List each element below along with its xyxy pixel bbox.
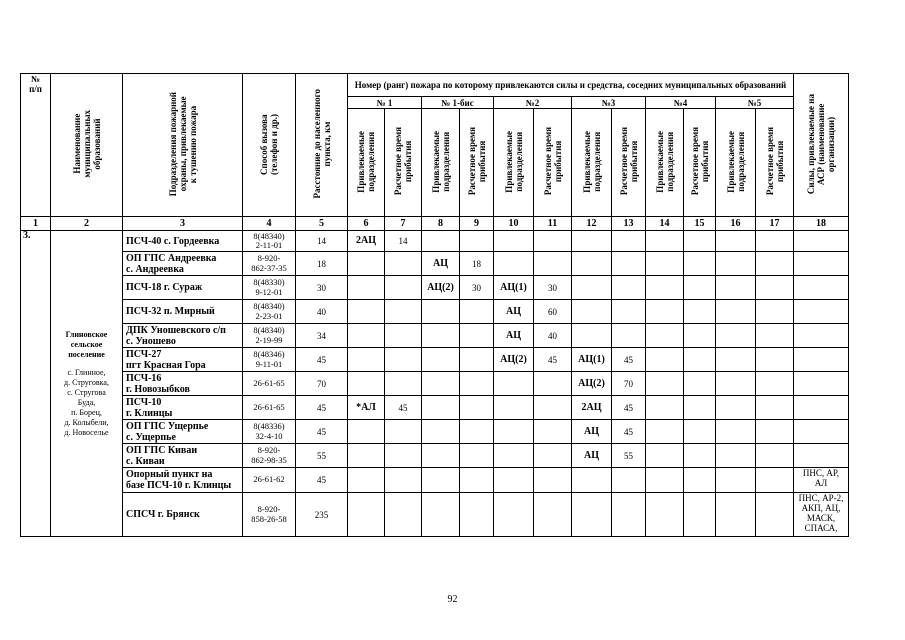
table-row: [21, 468, 849, 493]
column-number: 10: [494, 217, 534, 231]
arrival-time: [756, 276, 794, 300]
column-number: 4: [243, 217, 296, 231]
arrival-time: [385, 276, 422, 300]
call-phone: 26-61-65: [243, 372, 296, 396]
call-phone: 8-920- 858-26-58: [243, 493, 296, 537]
header-sub-units: Привлекаемые подразделения: [572, 109, 612, 217]
table-body: [21, 231, 849, 537]
arrival-time: [684, 276, 716, 300]
asr-forces: [794, 324, 849, 348]
table-row: [21, 231, 849, 252]
header-sub-time: Расчетное время прибытия: [385, 109, 422, 217]
arrival-time: [756, 252, 794, 276]
arrival-time: 14: [385, 231, 422, 252]
call-phone: 8-920- 862-98-35: [243, 444, 296, 468]
distance-km: 40: [296, 300, 348, 324]
arrival-time: 45: [385, 396, 422, 420]
assigned-units: [494, 444, 534, 468]
header-rank-1bis: № 1-бис: [422, 97, 494, 109]
arrival-time: [385, 420, 422, 444]
arrival-time: [684, 493, 716, 537]
table-row: [21, 444, 849, 468]
assigned-units: [572, 324, 612, 348]
assigned-units: [422, 324, 460, 348]
arrival-time: [684, 444, 716, 468]
call-phone: 8-920- 862-37-35: [243, 252, 296, 276]
arrival-time: [460, 348, 494, 372]
arrival-time: 30: [534, 276, 572, 300]
arrival-time: [460, 468, 494, 493]
arrival-time: [460, 324, 494, 348]
assigned-units: [494, 372, 534, 396]
assigned-units: *АЛ: [348, 396, 385, 420]
call-phone: 8(48346) 9-11-01: [243, 348, 296, 372]
unit-name: СПСЧ г. Брянск: [123, 493, 243, 537]
table-row: [21, 276, 849, 300]
arrival-time: [460, 420, 494, 444]
unit-name: ОП ГПС Андреевка с. Андреевка: [123, 252, 243, 276]
arrival-time: [756, 396, 794, 420]
assigned-units: АЦ(2): [422, 276, 460, 300]
arrival-time: [385, 300, 422, 324]
call-phone: 8(48330) 9-12-01: [243, 276, 296, 300]
table-row: [21, 300, 849, 324]
assigned-units: [572, 276, 612, 300]
assigned-units: [572, 231, 612, 252]
arrival-time: [684, 468, 716, 493]
assigned-units: [422, 444, 460, 468]
arrival-time: [756, 420, 794, 444]
arrival-time: [534, 420, 572, 444]
assigned-units: [646, 493, 684, 537]
assigned-units: [494, 396, 534, 420]
assigned-units: [716, 252, 756, 276]
arrival-time: [460, 396, 494, 420]
assigned-units: [716, 372, 756, 396]
column-number: 7: [385, 217, 422, 231]
arrival-time: 45: [612, 420, 646, 444]
column-number: 8: [422, 217, 460, 231]
header-municipality: Наименование муниципальных образований: [51, 74, 123, 217]
assigned-units: [422, 493, 460, 537]
assigned-units: [348, 276, 385, 300]
column-number-row: [21, 217, 849, 231]
arrival-time: 45: [534, 348, 572, 372]
arrival-time: [756, 493, 794, 537]
unit-name: ОП ГПС Киваи с. Киваи: [123, 444, 243, 468]
assigned-units: [716, 348, 756, 372]
assigned-units: [348, 420, 385, 444]
assigned-units: АЦ: [572, 444, 612, 468]
arrival-time: [385, 444, 422, 468]
assigned-units: [716, 420, 756, 444]
assigned-units: [716, 324, 756, 348]
column-number: 14: [646, 217, 684, 231]
municipality-cell: [51, 231, 123, 537]
assigned-units: [422, 468, 460, 493]
arrival-time: [534, 444, 572, 468]
arrival-time: [684, 420, 716, 444]
assigned-units: АЦ(1): [494, 276, 534, 300]
arrival-time: [534, 493, 572, 537]
arrival-time: [612, 324, 646, 348]
assigned-units: АЦ: [494, 324, 534, 348]
arrival-time: [534, 231, 572, 252]
header-sub-time: Расчетное время прибытия: [756, 109, 794, 217]
arrival-time: 60: [534, 300, 572, 324]
assigned-units: [716, 396, 756, 420]
arrival-time: [756, 324, 794, 348]
assigned-units: [716, 300, 756, 324]
unit-name: ПСЧ-40 с. Гордеевка: [123, 231, 243, 252]
arrival-time: [612, 468, 646, 493]
arrival-time: [684, 300, 716, 324]
assigned-units: [646, 348, 684, 372]
assigned-units: [348, 324, 385, 348]
arrival-time: [756, 231, 794, 252]
arrival-time: [460, 372, 494, 396]
column-number: 17: [756, 217, 794, 231]
table-row: [21, 324, 849, 348]
assigned-units: [572, 493, 612, 537]
unit-name: ОП ГПС Ущерпье с. Ущерпье: [123, 420, 243, 444]
unit-name: ПСЧ-18 г. Сураж: [123, 276, 243, 300]
header-call-method: Способ вызова (телефон и др.): [243, 74, 296, 217]
arrival-time: 55: [612, 444, 646, 468]
call-phone: 26-61-62: [243, 468, 296, 493]
arrival-time: [756, 372, 794, 396]
column-number: 12: [572, 217, 612, 231]
arrival-time: [460, 231, 494, 252]
distance-km: 55: [296, 444, 348, 468]
distance-km: 70: [296, 372, 348, 396]
unit-name: ПСЧ-16 г. Новозыбков: [123, 372, 243, 396]
arrival-time: 30: [460, 276, 494, 300]
assigned-units: [348, 468, 385, 493]
column-number: 9: [460, 217, 494, 231]
distance-km: 14: [296, 231, 348, 252]
arrival-time: [684, 372, 716, 396]
header-distance: Расстояние до населенного пункта, км: [296, 74, 348, 217]
header-sub-units: Привлекаемые подразделения: [716, 109, 756, 217]
distance-km: 45: [296, 348, 348, 372]
assigned-units: [348, 348, 385, 372]
column-number: 13: [612, 217, 646, 231]
column-number: 5: [296, 217, 348, 231]
header-sub-time: Расчетное время прибытия: [684, 109, 716, 217]
arrival-time: [460, 300, 494, 324]
header-asr-forces: Силы, привлекаемые на АСР (наименование организации): [794, 74, 849, 217]
unit-name: ПСЧ-32 п. Мирный: [123, 300, 243, 324]
assigned-units: [348, 444, 385, 468]
asr-forces: [794, 420, 849, 444]
header-sub-time: Расчетное время прибытия: [534, 109, 572, 217]
asr-forces: ПНС, АР-2, АКП, АЦ, МАСК, СПАСА,: [794, 493, 849, 537]
header-sub-units: Привлекаемые подразделения: [494, 109, 534, 217]
header-rank-1: № 1: [348, 97, 422, 109]
arrival-time: [534, 372, 572, 396]
header-units: Подразделения пожарной охраны, привлекаемые к тушению пожара: [123, 74, 243, 217]
assigned-units: [422, 300, 460, 324]
arrival-time: [460, 444, 494, 468]
arrival-time: [756, 348, 794, 372]
asr-forces: [794, 231, 849, 252]
arrival-time: [385, 324, 422, 348]
arrival-time: 45: [612, 348, 646, 372]
arrival-time: [612, 493, 646, 537]
table-row: [21, 348, 849, 372]
assigned-units: [494, 420, 534, 444]
header-sub-time: Расчетное время прибытия: [612, 109, 646, 217]
assigned-units: [646, 252, 684, 276]
column-number: 3: [123, 217, 243, 231]
arrival-time: [684, 348, 716, 372]
assigned-units: [646, 324, 684, 348]
header-sub-units: Привлекаемые подразделения: [348, 109, 385, 217]
settlement-list: с. Глинное, д. Струговка, с. Стругова Буда, п. Борец, д. Колыбели, д. Новоселье: [64, 367, 109, 437]
arrival-time: [684, 396, 716, 420]
assigned-units: [716, 276, 756, 300]
header-sub-units: Привлекаемые подразделения: [646, 109, 684, 217]
assigned-units: [646, 444, 684, 468]
arrival-time: [612, 276, 646, 300]
assigned-units: [646, 468, 684, 493]
header-rank-5: №5: [716, 97, 794, 109]
column-number: 11: [534, 217, 572, 231]
table-row: [21, 493, 849, 537]
column-number: 2: [51, 217, 123, 231]
asr-forces: [794, 300, 849, 324]
header-fire-rank-group: Номер (ранг) пожара по которому привлекаются силы и средства, соседних муниципальных образований: [348, 74, 794, 97]
arrival-time: [385, 468, 422, 493]
arrival-time: 70: [612, 372, 646, 396]
assigned-units: [348, 300, 385, 324]
column-number: 15: [684, 217, 716, 231]
assigned-units: АЦ(2): [494, 348, 534, 372]
assigned-units: [646, 372, 684, 396]
assigned-units: АЦ: [422, 252, 460, 276]
column-number: 1: [21, 217, 51, 231]
assigned-units: 2АЦ: [572, 396, 612, 420]
asr-forces: [794, 348, 849, 372]
asr-forces: [794, 396, 849, 420]
header-rank-2: №2: [494, 97, 572, 109]
assigned-units: [422, 396, 460, 420]
section-number: 3.: [21, 231, 51, 537]
assigned-units: 2АЦ: [348, 231, 385, 252]
assigned-units: [422, 420, 460, 444]
arrival-time: 45: [612, 396, 646, 420]
table-row: [21, 252, 849, 276]
assigned-units: АЦ(2): [572, 372, 612, 396]
arrival-time: 40: [534, 324, 572, 348]
assigned-units: [494, 493, 534, 537]
page-number: 92: [447, 594, 458, 605]
table-row: [21, 396, 849, 420]
arrival-time: 18: [460, 252, 494, 276]
assigned-units: [422, 231, 460, 252]
arrival-time: [684, 231, 716, 252]
unit-name: ДПК Уношевского с/п с. Уношево: [123, 324, 243, 348]
arrival-time: [534, 396, 572, 420]
arrival-time: [385, 372, 422, 396]
assigned-units: [716, 231, 756, 252]
assigned-units: АЦ: [494, 300, 534, 324]
distance-km: 45: [296, 468, 348, 493]
unit-name: ПСЧ-10 г. Клинцы: [123, 396, 243, 420]
unit-name: ПСЧ-27 пгт Красная Гора: [123, 348, 243, 372]
header-rank-3: №3: [572, 97, 646, 109]
assigned-units: [716, 468, 756, 493]
assigned-units: [646, 276, 684, 300]
arrival-time: [612, 300, 646, 324]
assigned-units: АЦ(1): [572, 348, 612, 372]
arrival-time: [684, 324, 716, 348]
arrival-time: [534, 252, 572, 276]
table-row: [21, 372, 849, 396]
assigned-units: [572, 300, 612, 324]
call-phone: 8(48340) 2-19-99: [243, 324, 296, 348]
assigned-units: [422, 372, 460, 396]
arrival-time: [756, 468, 794, 493]
assigned-units: АЦ: [572, 420, 612, 444]
arrival-time: [534, 468, 572, 493]
header-rank-4: №4: [646, 97, 716, 109]
assigned-units: [716, 493, 756, 537]
call-phone: 8(48340) 2-11-01: [243, 231, 296, 252]
arrival-time: [756, 444, 794, 468]
arrival-time: [385, 348, 422, 372]
distance-km: 235: [296, 493, 348, 537]
call-phone: 8(48336) 32-4-10: [243, 420, 296, 444]
assigned-units: [348, 252, 385, 276]
table-row: [21, 420, 849, 444]
assigned-units: [348, 372, 385, 396]
arrival-time: [385, 493, 422, 537]
distance-km: 30: [296, 276, 348, 300]
assigned-units: [494, 231, 534, 252]
assigned-units: [572, 252, 612, 276]
column-number: 16: [716, 217, 756, 231]
arrival-time: [684, 252, 716, 276]
call-phone: 8(48340) 2-23-01: [243, 300, 296, 324]
assigned-units: [494, 252, 534, 276]
distance-km: 34: [296, 324, 348, 348]
header-sub-time: Расчетное время прибытия: [460, 109, 494, 217]
header-number: № п/п: [21, 74, 51, 217]
header-sub-units: Привлекаемые подразделения: [422, 109, 460, 217]
arrival-time: [612, 252, 646, 276]
asr-forces: ПНС, АР, АЛ: [794, 468, 849, 493]
call-phone: 26-61-65: [243, 396, 296, 420]
assigned-units: [348, 493, 385, 537]
assigned-units: [716, 444, 756, 468]
arrival-time: [385, 252, 422, 276]
distance-km: 18: [296, 252, 348, 276]
assigned-units: [646, 231, 684, 252]
asr-forces: [794, 444, 849, 468]
fire-forces-table: [20, 73, 849, 537]
assigned-units: [646, 396, 684, 420]
asr-forces: [794, 372, 849, 396]
arrival-time: [756, 300, 794, 324]
assigned-units: [494, 468, 534, 493]
asr-forces: [794, 276, 849, 300]
unit-name: Опорный пункт на базе ПСЧ-10 г. Клинцы: [123, 468, 243, 493]
column-number: 18: [794, 217, 849, 231]
assigned-units: [646, 300, 684, 324]
assigned-units: [422, 348, 460, 372]
asr-forces: [794, 252, 849, 276]
distance-km: 45: [296, 396, 348, 420]
column-number: 6: [348, 217, 385, 231]
arrival-time: [612, 231, 646, 252]
assigned-units: [646, 420, 684, 444]
assigned-units: [572, 468, 612, 493]
arrival-time: [460, 493, 494, 537]
municipality-title: Глиновское сельское поселение: [65, 329, 108, 359]
distance-km: 45: [296, 420, 348, 444]
